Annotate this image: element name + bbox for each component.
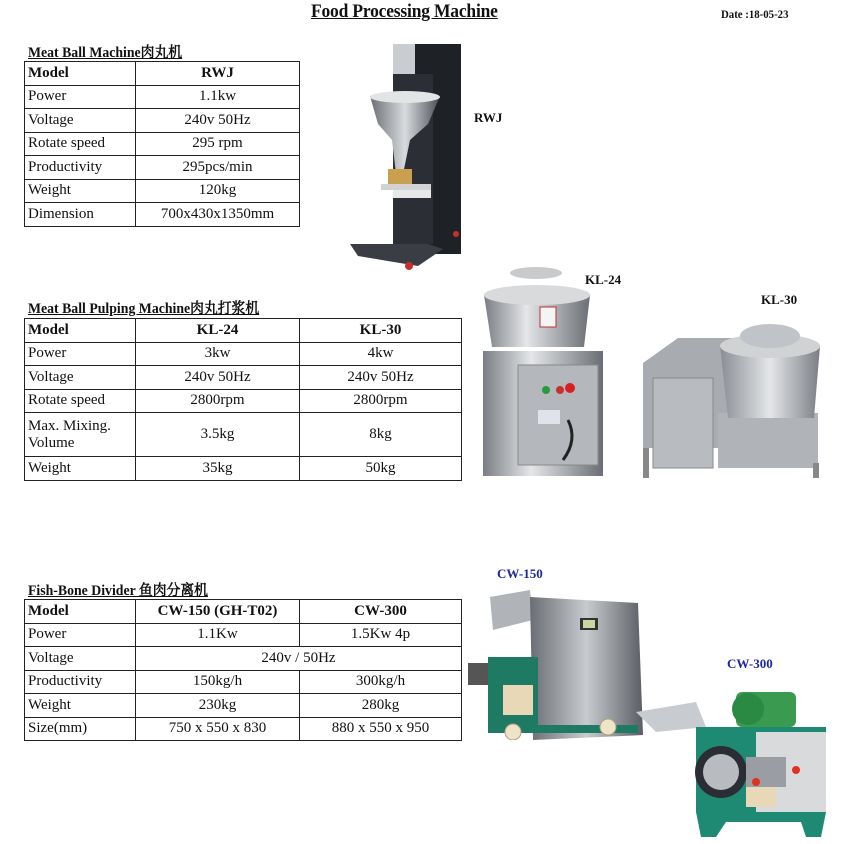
- table-row: [25, 109, 300, 133]
- photo-label-rwj: RWJ: [474, 110, 503, 125]
- fish-bone-divider-cw150-photo-icon: [468, 585, 648, 740]
- row-value: 750 x 550 x 830: [136, 717, 300, 741]
- table-row: [25, 623, 462, 647]
- row-value: 4kw: [300, 342, 462, 366]
- table-row: [25, 717, 462, 741]
- row-value: 3.5kg: [136, 413, 300, 457]
- row-value: 880 x 550 x 950: [300, 717, 462, 741]
- row-label: Voltage: [25, 366, 136, 390]
- section-title-pulping-machine: Meat Ball Pulping Machine肉丸打浆机: [28, 301, 260, 317]
- row-value: 2800rpm: [136, 389, 300, 413]
- pulping-machine-kl24-photo-icon: [478, 265, 608, 483]
- table-row: [25, 457, 462, 481]
- row-value: 230kg: [136, 694, 300, 718]
- row-value: 240v 50Hz: [136, 109, 300, 133]
- row-label: Weight: [25, 457, 136, 481]
- row-value: 1.1Kw: [136, 623, 300, 647]
- fish-bone-divider-cw300-photo-icon: [636, 672, 836, 842]
- row-value: 300kg/h: [300, 670, 462, 694]
- section-title-meat-ball-machine: Meat Ball Machine肉丸机: [28, 45, 183, 61]
- row-value: 295pcs/min: [136, 156, 300, 180]
- table-header-cell: CW-150 (GH-T02): [136, 600, 300, 624]
- row-label: Weight: [25, 179, 136, 203]
- row-value: 8kg: [300, 413, 462, 457]
- table-row: [25, 413, 462, 457]
- table-header-row: [25, 62, 300, 86]
- row-label: Dimension: [25, 203, 136, 227]
- row-label: Power: [25, 342, 136, 366]
- document-date: Date :18-05-23: [721, 7, 789, 21]
- table-row: [25, 389, 462, 413]
- row-value: 150kg/h: [136, 670, 300, 694]
- row-label: Power: [25, 623, 136, 647]
- row-label: Size(mm): [25, 717, 136, 741]
- table-header-cell: Model: [25, 319, 136, 343]
- photo-label-cw300: CW-300: [727, 656, 773, 671]
- table-row: [25, 694, 462, 718]
- table-row: [25, 670, 462, 694]
- row-label: Rotate speed: [25, 389, 136, 413]
- row-value: 240v / 50Hz: [136, 647, 462, 671]
- table-header-cell: Model: [25, 600, 136, 624]
- table-header-cell: CW-300: [300, 600, 462, 624]
- row-value: 50kg: [300, 457, 462, 481]
- row-value: 1.1kw: [136, 85, 300, 109]
- table-row: [25, 647, 462, 671]
- row-label: Productivity: [25, 156, 136, 180]
- row-label: Productivity: [25, 670, 136, 694]
- table-header-cell: Model: [25, 62, 136, 86]
- row-label: Max. Mixing. Volume: [25, 413, 136, 457]
- row-value: 240v 50Hz: [300, 366, 462, 390]
- meat-ball-machine-photo-icon: [348, 44, 466, 274]
- row-value: 700x430x1350mm: [136, 203, 300, 227]
- row-value: 35kg: [136, 457, 300, 481]
- row-label: Voltage: [25, 647, 136, 671]
- table-row: [25, 203, 300, 227]
- table-header-cell: RWJ: [136, 62, 300, 86]
- spec-table-pulping-machine: [24, 318, 462, 481]
- spec-table-fish-bone-divider: [24, 599, 462, 741]
- photo-label-kl24: KL-24: [585, 272, 622, 287]
- row-value: 295 rpm: [136, 132, 300, 156]
- pulping-machine-kl30-photo-icon: [638, 318, 828, 483]
- table-row: [25, 156, 300, 180]
- table-row: [25, 366, 462, 390]
- table-header-row: [25, 600, 462, 624]
- row-label: Voltage: [25, 109, 136, 133]
- table-row: [25, 85, 300, 109]
- table-header-cell: KL-24: [136, 319, 300, 343]
- row-label: Power: [25, 85, 136, 109]
- row-value: 120kg: [136, 179, 300, 203]
- section-title-fish-bone-divider: Fish-Bone Divider 鱼肉分离机: [28, 583, 208, 599]
- photo-label-kl30: KL-30: [761, 292, 798, 307]
- photo-label-cw150: CW-150: [497, 566, 543, 581]
- row-value: 2800rpm: [300, 389, 462, 413]
- table-row: [25, 132, 300, 156]
- spec-table-meat-ball-machine: [24, 61, 300, 227]
- row-label: Rotate speed: [25, 132, 136, 156]
- row-value: 1.5Kw 4p: [300, 623, 462, 647]
- table-header-row: [25, 319, 462, 343]
- row-value: 280kg: [300, 694, 462, 718]
- row-label: Weight: [25, 694, 136, 718]
- row-value: 240v 50Hz: [136, 366, 300, 390]
- table-row: [25, 179, 300, 203]
- table-row: [25, 342, 462, 366]
- page-title: Food Processing Machine: [311, 1, 498, 22]
- row-value: 3kw: [136, 342, 300, 366]
- table-header-cell: KL-30: [300, 319, 462, 343]
